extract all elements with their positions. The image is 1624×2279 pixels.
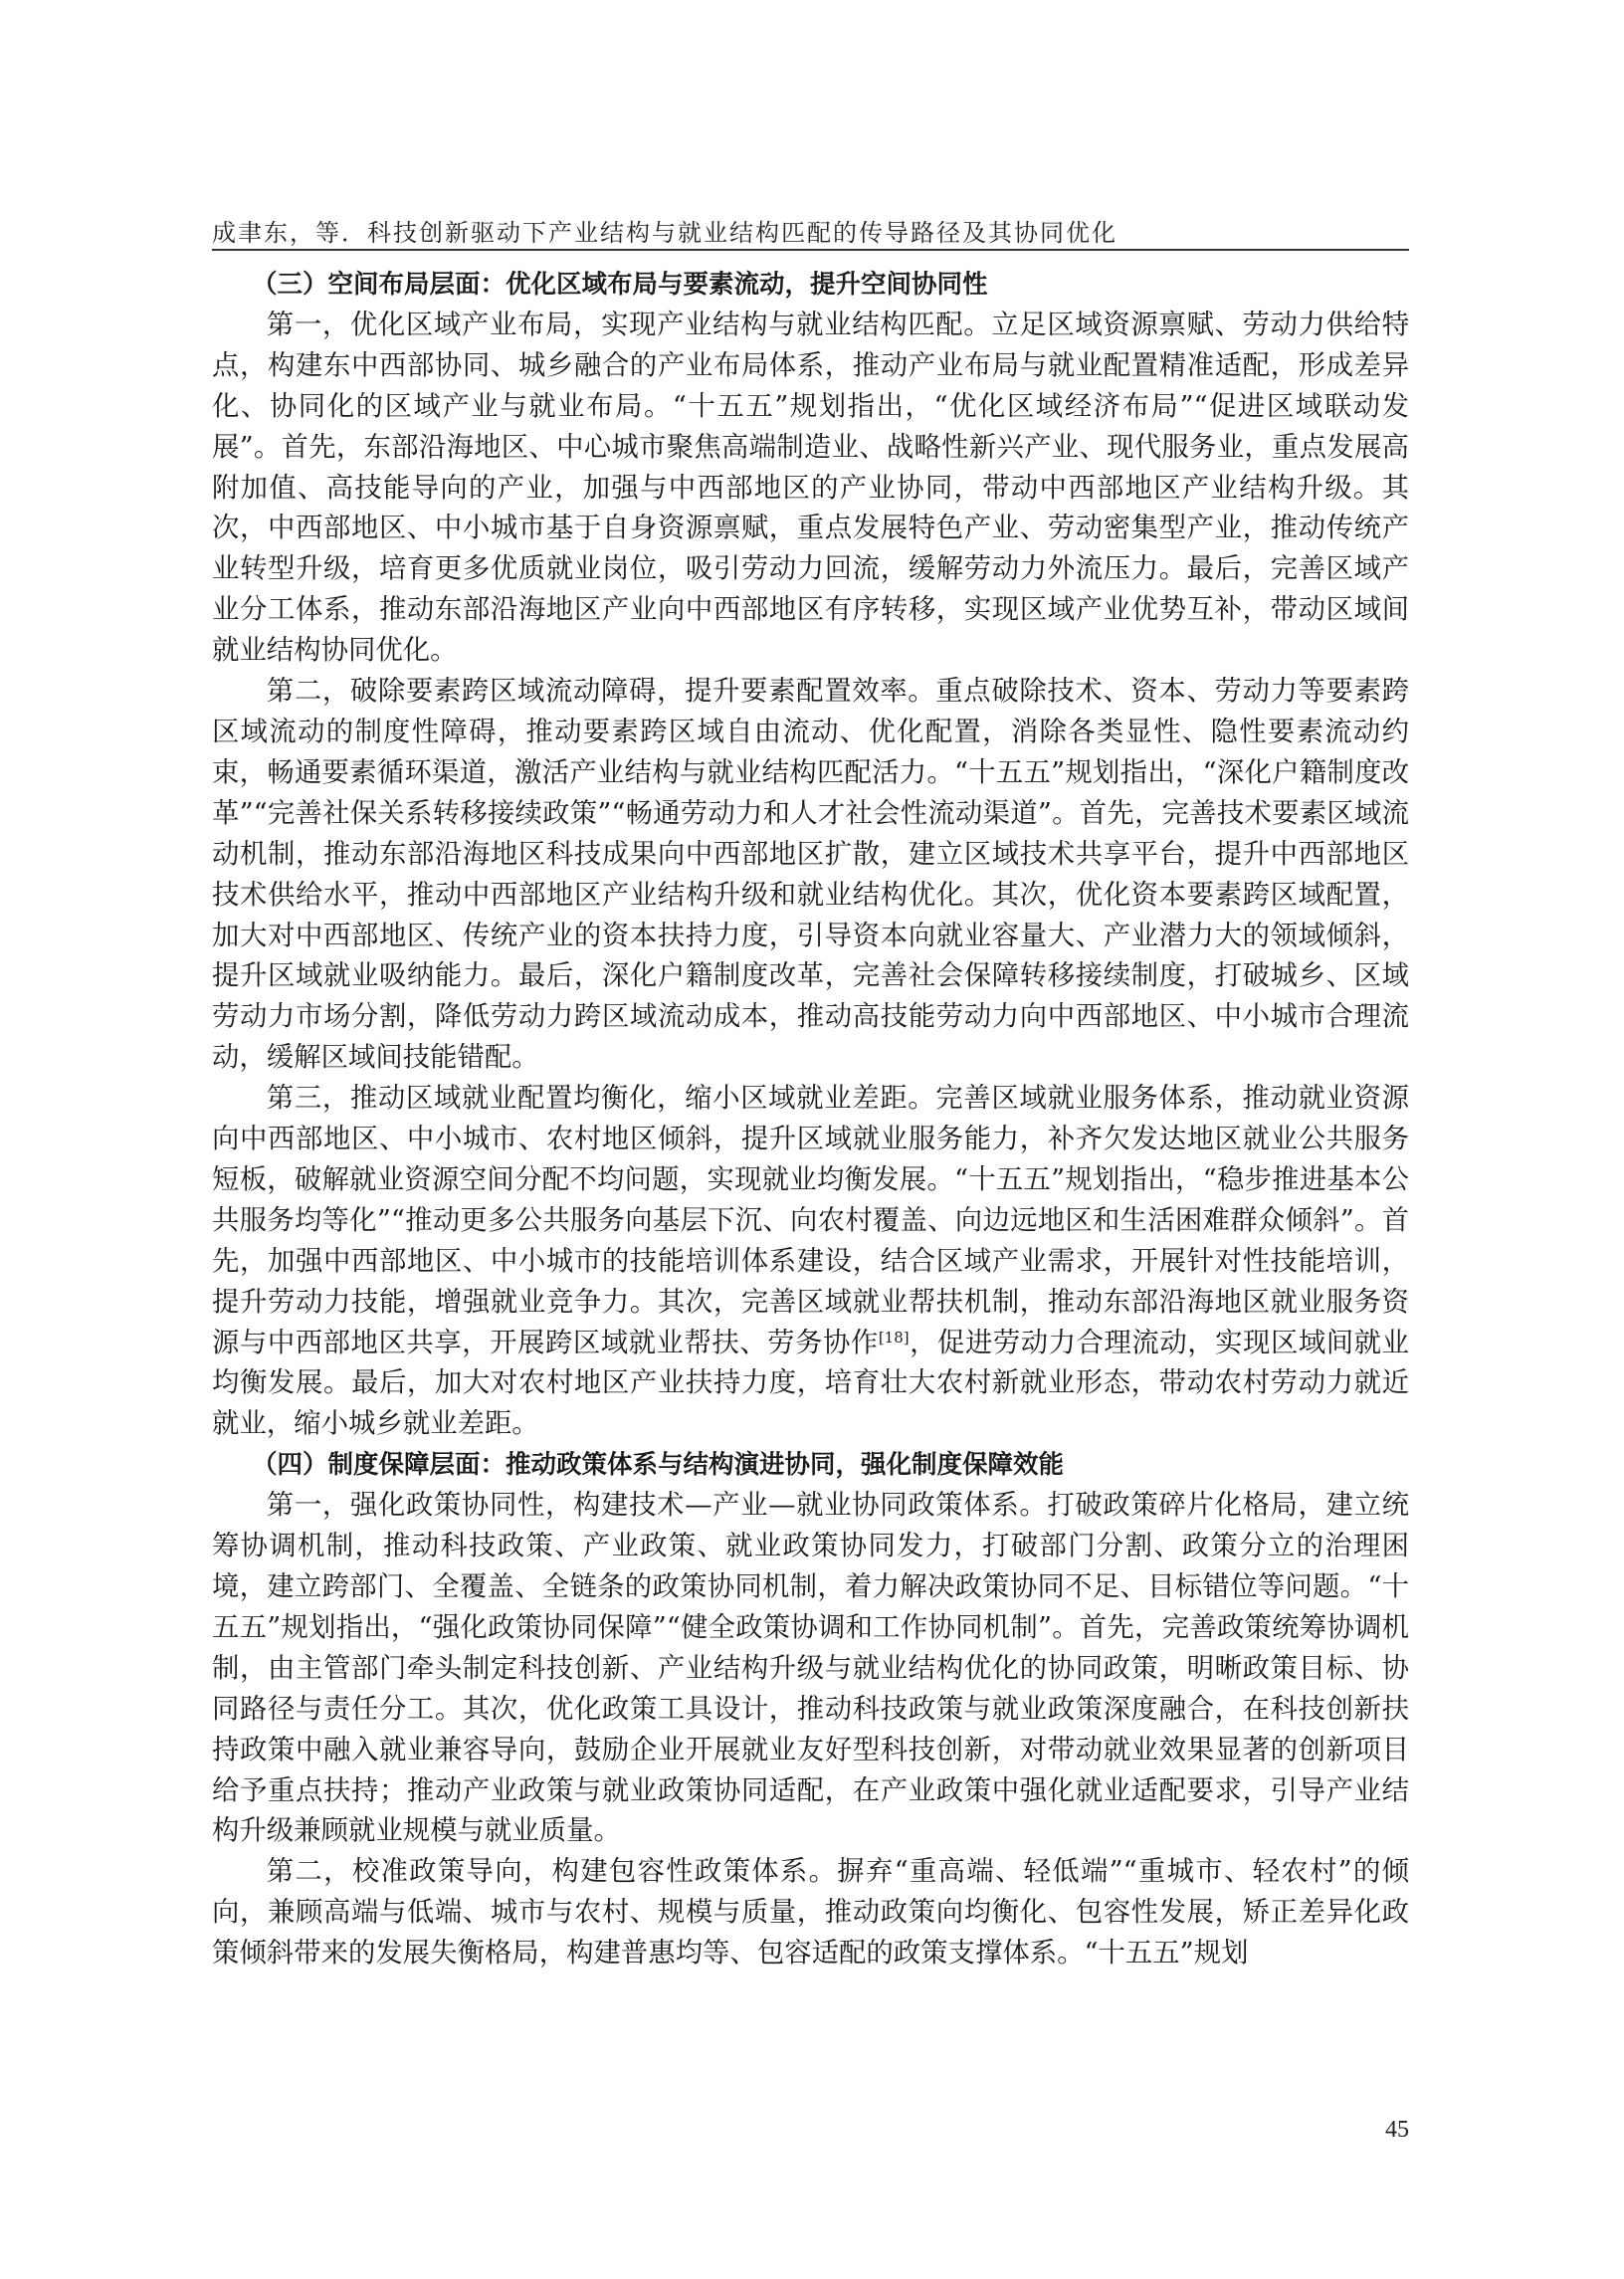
section-heading-spatial-layout: （三）空间布局层面：优化区域布局与要素流动，提升空间协同性: [252, 270, 988, 300]
paragraph-institutional-2: 第二，校准政策导向，构建包容性政策体系。摒弃“重高端、轻低端”“重城市、轻农村”的倾向，兼顾高端与低端、城市与农村、规模与质量，推动政策向均衡化、包容性发展，矫正差异化政策倾斜带来的发展失衡格局，构建普惠均等、包容适配的政策支撑体系。“十五五”规划: [212, 1856, 1409, 1969]
article-body: [212, 265, 1409, 1974]
paragraph-institutional-1: 第一，强化政策协同性，构建技术—产业—就业协同政策体系。打破政策碎片化格局，建立统筹协调机制，推动科技政策、产业政策、就业政策协同发力，打破部门分割、政策分立的治理困境，建立跨部门、全覆盖、全链条的政策协同机制，着力解决政策协同不足、目标错位等问题。“十五五”规划指出，“强化政策协同保障”“健全政策协调和工作协同机制”。首先，完善政策统筹协调机制，由主管部门牵头制定科技创新、产业结构升级与就业结构优化的协同政策，明晰政策目标、协同路径与责任分工。其次，优化政策工具设计，推动科技政策与就业政策深度融合，在科技创新扶持政策中融入就业兼容导向，鼓励企业开展就业友好型科技创新，对带动就业效果显著的创新项目给予重点扶持；推动产业政策与就业政策协同适配，在产业政策中强化就业适配要求，引导产业结构升级兼顾就业规模与就业质量。: [212, 1490, 1409, 1847]
running-header: 成聿东，等．科技创新驱动下产业结构与就业结构匹配的传导路径及其协同优化: [212, 219, 1117, 247]
paragraph-spatial-1: 第一，优化区域产业布局，实现产业结构与就业结构匹配。立足区域资源禀赋、劳动力供给特点，构建东中西部协同、城乡融合的产业布局体系，推动产业布局与就业配置精准适配，形成差异化、协同化的区域产业与就业布局。“十五五”规划指出，“优化区域经济布局”“促进区域联动发展”。首先，东部沿海地区、中心城市聚焦高端制造业、战略性新兴产业、现代服务业，重点发展高附加值、高技能导向的产业，加强与中西部地区的产业协同，带动中西部地区产业结构升级。其次，中西部地区、中小城市基于自身资源禀赋，重点发展特色产业、劳动密集型产业，推动传统产业转型升级，培育更多优质就业岗位，吸引劳动力回流，缓解劳动力外流压力。最后，完善区域产业分工体系，推动东部沿海地区产业向中西部地区有序转移，实现区域产业优势互补，带动区域间就业结构协同优化。: [212, 309, 1409, 667]
paragraph-spatial-2: 第二，破除要素跨区域流动障碍，提升要素配置效率。重点破除技术、资本、劳动力等要素跨区域流动的制度性障碍，推动要素跨区域自由流动、优化配置，消除各类显性、隐性要素流动约束，畅通要素循环渠道，激活产业结构与就业结构匹配活力。“十五五”规划指出，“深化户籍制度改革”“完善社保关系转移接续政策”“畅通劳动力和人才社会性流动渠道”。首先，完善技术要素区域流动机制，推动东部沿海地区科技成果向中西部地区扩散，建立区域技术共享平台，提升中西部地区技术供给水平，推动中西部地区产业结构升级和就业结构优化。其次，优化资本要素跨区域配置，加大对中西部地区、传统产业的资本扶持力度，引导资本向就业容量大、产业潜力大的领域倾斜，提升区域就业吸纳能力。最后，深化户籍制度改革，完善社会保障转移接续制度，打破城乡、区域劳动力市场分割，降低劳动力跨区域流动成本，推动高技能劳动力向中西部地区、中小城市合理流动，缓解区域间技能错配。: [212, 676, 1409, 1074]
paragraph-spatial-3: [212, 1079, 1409, 1445]
header-divider: [212, 249, 1409, 251]
paragraph-text-segment: 第三，推动区域就业配置均衡化，缩小区域就业差距。完善区域就业服务体系，推动就业资源向中西部地区、中小城市、农村地区倾斜，提升区域就业服务能力，补齐欠发达地区就业公共服务短板，破解就业资源空间分配不均问题，实现就业均衡发展。“十五五”规划指出，“稳步推进基本公共服务均等化”“推动更多公共服务向基层下沉、向农村覆盖、向边远地区和生活困难群众倾斜”。首先，加强中西部地区、中小城市的技能培训体系建设，结合区域产业需求，开展针对性技能培训，提升劳动力技能，增强就业竞争力。其次，完善区域就业帮扶机制，推动东部沿海地区就业服务资源与中西部地区共享，开展跨区域就业帮扶、劳务协作: [212, 1083, 1409, 1358]
paragraph-text-segment: ，促进劳动力合理流动，实现区域间就业均衡发展。最后，加大对农村地区产业扶持力度，培育壮大农村新就业形态，带动农村劳动力就近就业，缩小城乡就业差距。: [212, 1327, 1409, 1440]
citation-reference: [18]: [878, 1328, 910, 1347]
section-heading-institutional: （四）制度保障层面：推动政策体系与结构演进协同，强化制度保障效能: [252, 1450, 1065, 1481]
page-number: 45: [1385, 2117, 1409, 2143]
